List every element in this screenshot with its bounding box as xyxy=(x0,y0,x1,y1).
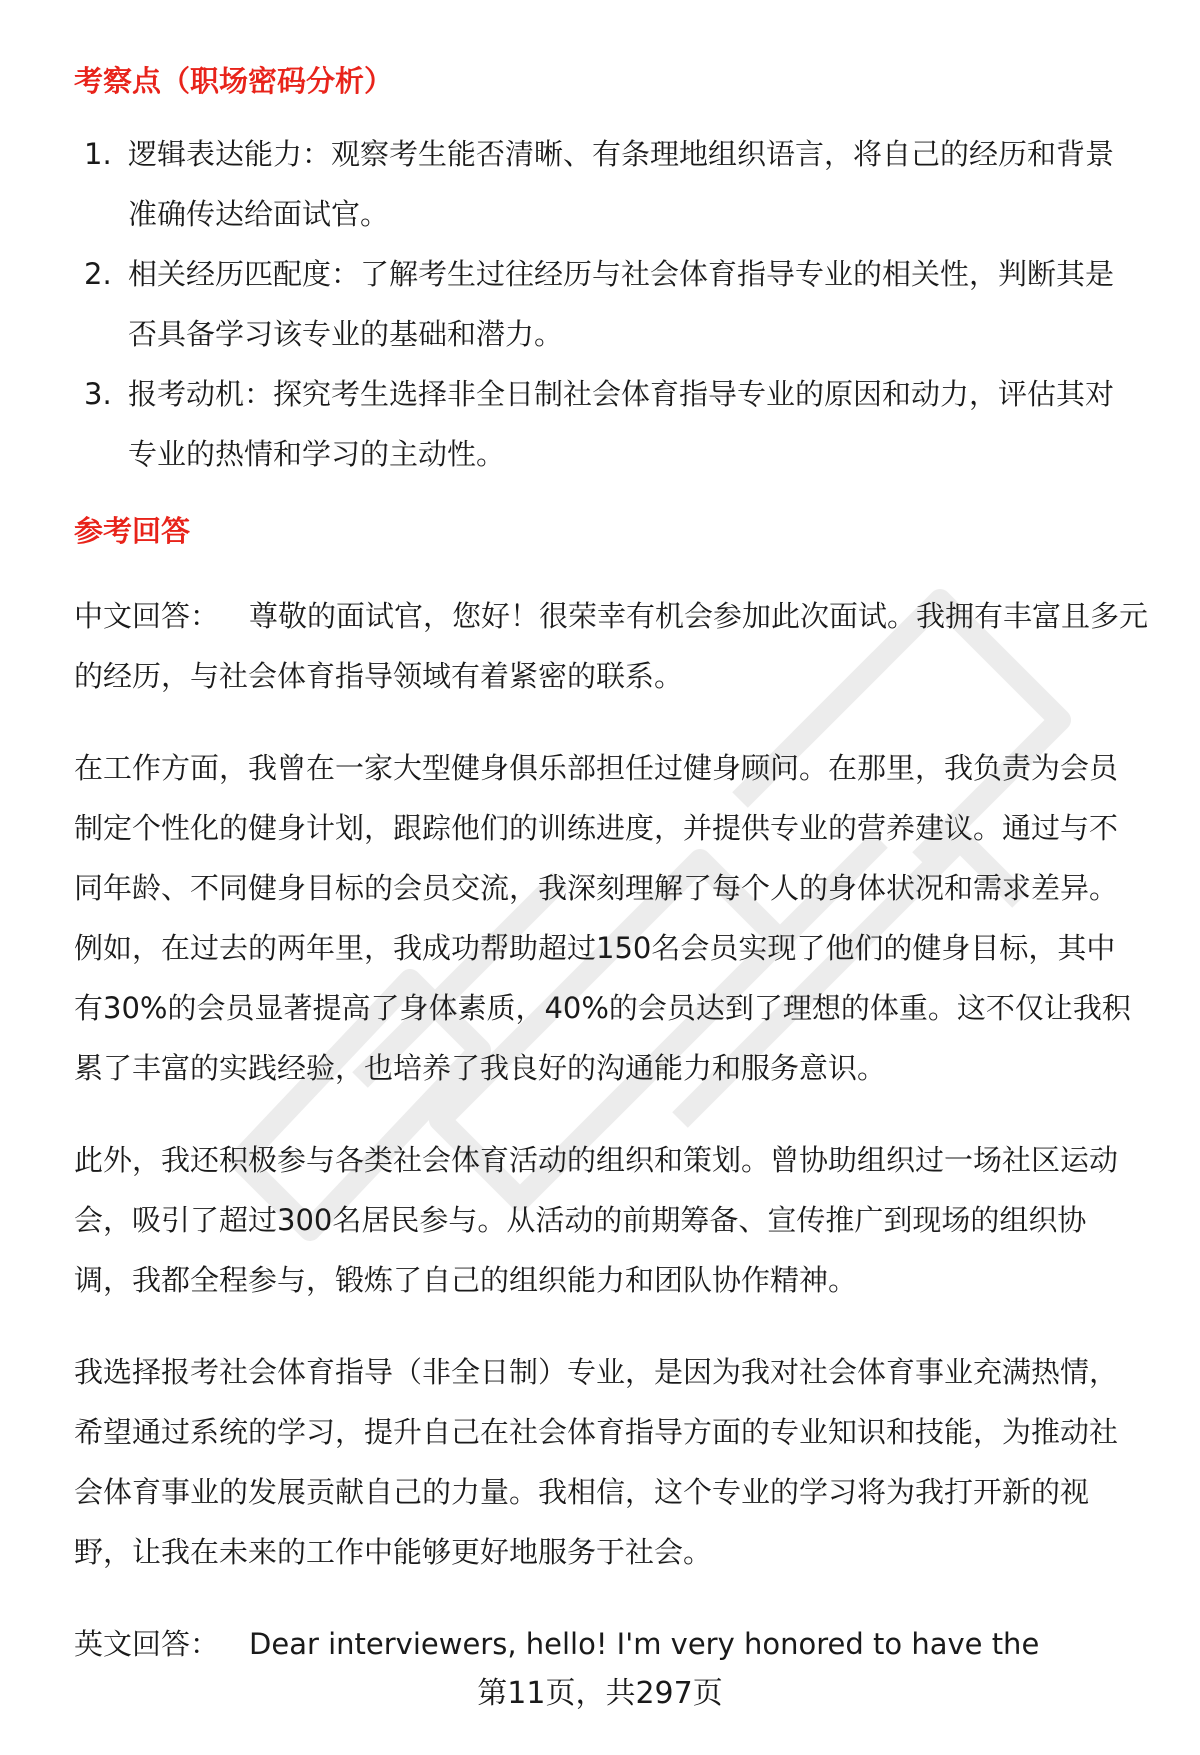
paragraph-line: 制定个性化的健身计划，跟踪他们的训练进度，并提供专业的营养建议。通过与不 xyxy=(74,811,1119,845)
paragraph-line: 会体育事业的发展贡献自己的力量。我相信，这个专业的学习将为我打开新的视 xyxy=(74,1475,1090,1509)
list-item-text: 准确传达给面试官。 xyxy=(128,197,390,231)
list-item-text: 报考动机：探究考生选择非全日制社会体育指导专业的原因和动力，评估其对 xyxy=(128,377,1115,411)
section-title-reference-answer: 参考回答 xyxy=(74,514,191,548)
paragraph-line: 例如，在过去的两年里，我成功帮助超过150名会员实现了他们的健身目标，其中 xyxy=(74,931,1116,965)
english-intro-line xyxy=(74,1614,1154,1674)
list-number: 3. xyxy=(84,377,112,411)
paragraph-line: 调，我都全程参与，锻炼了自己的组织能力和团队协作精神。 xyxy=(74,1263,858,1297)
english-intro-text: Dear interviewers, hello! I'm very honored to have the xyxy=(249,1627,1040,1661)
list-item-text: 逻辑表达能力：观察考生能否清晰、有条理地组织语言，将自己的经历和背景 xyxy=(128,137,1115,171)
document-body xyxy=(74,56,1154,1674)
chinese-answer-intro xyxy=(74,586,1154,706)
list-item-text: 相关经历匹配度：了解考生过往经历与社会体育指导专业的相关性，判断其是 xyxy=(128,257,1115,291)
paragraph-work-experience xyxy=(74,738,1154,1098)
list-number: 2. xyxy=(84,257,112,291)
list-number: 1. xyxy=(84,137,112,171)
paragraph-line: 累了丰富的实践经验，也培养了我良好的沟通能力和服务意识。 xyxy=(74,1051,887,1085)
paragraph-line: 希望通过系统的学习，提升自己在社会体育指导方面的专业知识和技能，为推动社 xyxy=(74,1415,1119,1449)
paragraph-line: 有30%的会员显著提高了身体素质，40%的会员达到了理想的体重。这不仅让我积 xyxy=(74,991,1131,1025)
list-item-text: 专业的热情和学习的主动性。 xyxy=(128,437,506,471)
paragraph-line: 在工作方面，我曾在一家大型健身俱乐部担任过健身顾问。在那里，我负责为会员 xyxy=(74,751,1119,785)
list-item xyxy=(74,244,1154,364)
paragraph-line: 野，让我在未来的工作中能够更好地服务于社会。 xyxy=(74,1535,713,1569)
paragraph-line: 会，吸引了超过300名居民参与。从活动的前期筹备、宣传推广到现场的组织协 xyxy=(74,1203,1087,1237)
exam-points-list xyxy=(74,124,1154,484)
paragraph-activities xyxy=(74,1130,1154,1310)
english-answer-label: 英文回答： xyxy=(74,1627,220,1661)
chinese-answer-label: 中文回答： xyxy=(74,599,220,633)
page-number: 第11页，共297页 xyxy=(477,1676,723,1711)
paragraph-motivation xyxy=(74,1342,1154,1582)
list-item-text: 否具备学习该专业的基础和潜力。 xyxy=(128,317,564,351)
paragraph-line: 此外，我还积极参与各类社会体育活动的组织和策划。曾协助组织过一场社区运动 xyxy=(74,1143,1119,1177)
english-answer-intro xyxy=(74,1614,1154,1674)
list-item xyxy=(74,364,1154,484)
list-item xyxy=(74,124,1154,244)
section-title-exam-points: 考察点（职场密码分析） xyxy=(74,64,394,98)
chinese-intro-text: 尊敬的面试官，您好！很荣幸有机会参加此次面试。我拥有丰富且多元 xyxy=(249,599,1149,633)
chinese-intro-line xyxy=(74,586,1154,646)
chinese-intro-line: 的经历，与社会体育指导领域有着紧密的联系。 xyxy=(74,659,684,693)
paragraph-line: 我选择报考社会体育指导（非全日制）专业，是因为我对社会体育事业充满热情， xyxy=(74,1355,1119,1389)
paragraph-line: 同年龄、不同健身目标的会员交流，我深刻理解了每个人的身体状况和需求差异。 xyxy=(74,871,1119,905)
